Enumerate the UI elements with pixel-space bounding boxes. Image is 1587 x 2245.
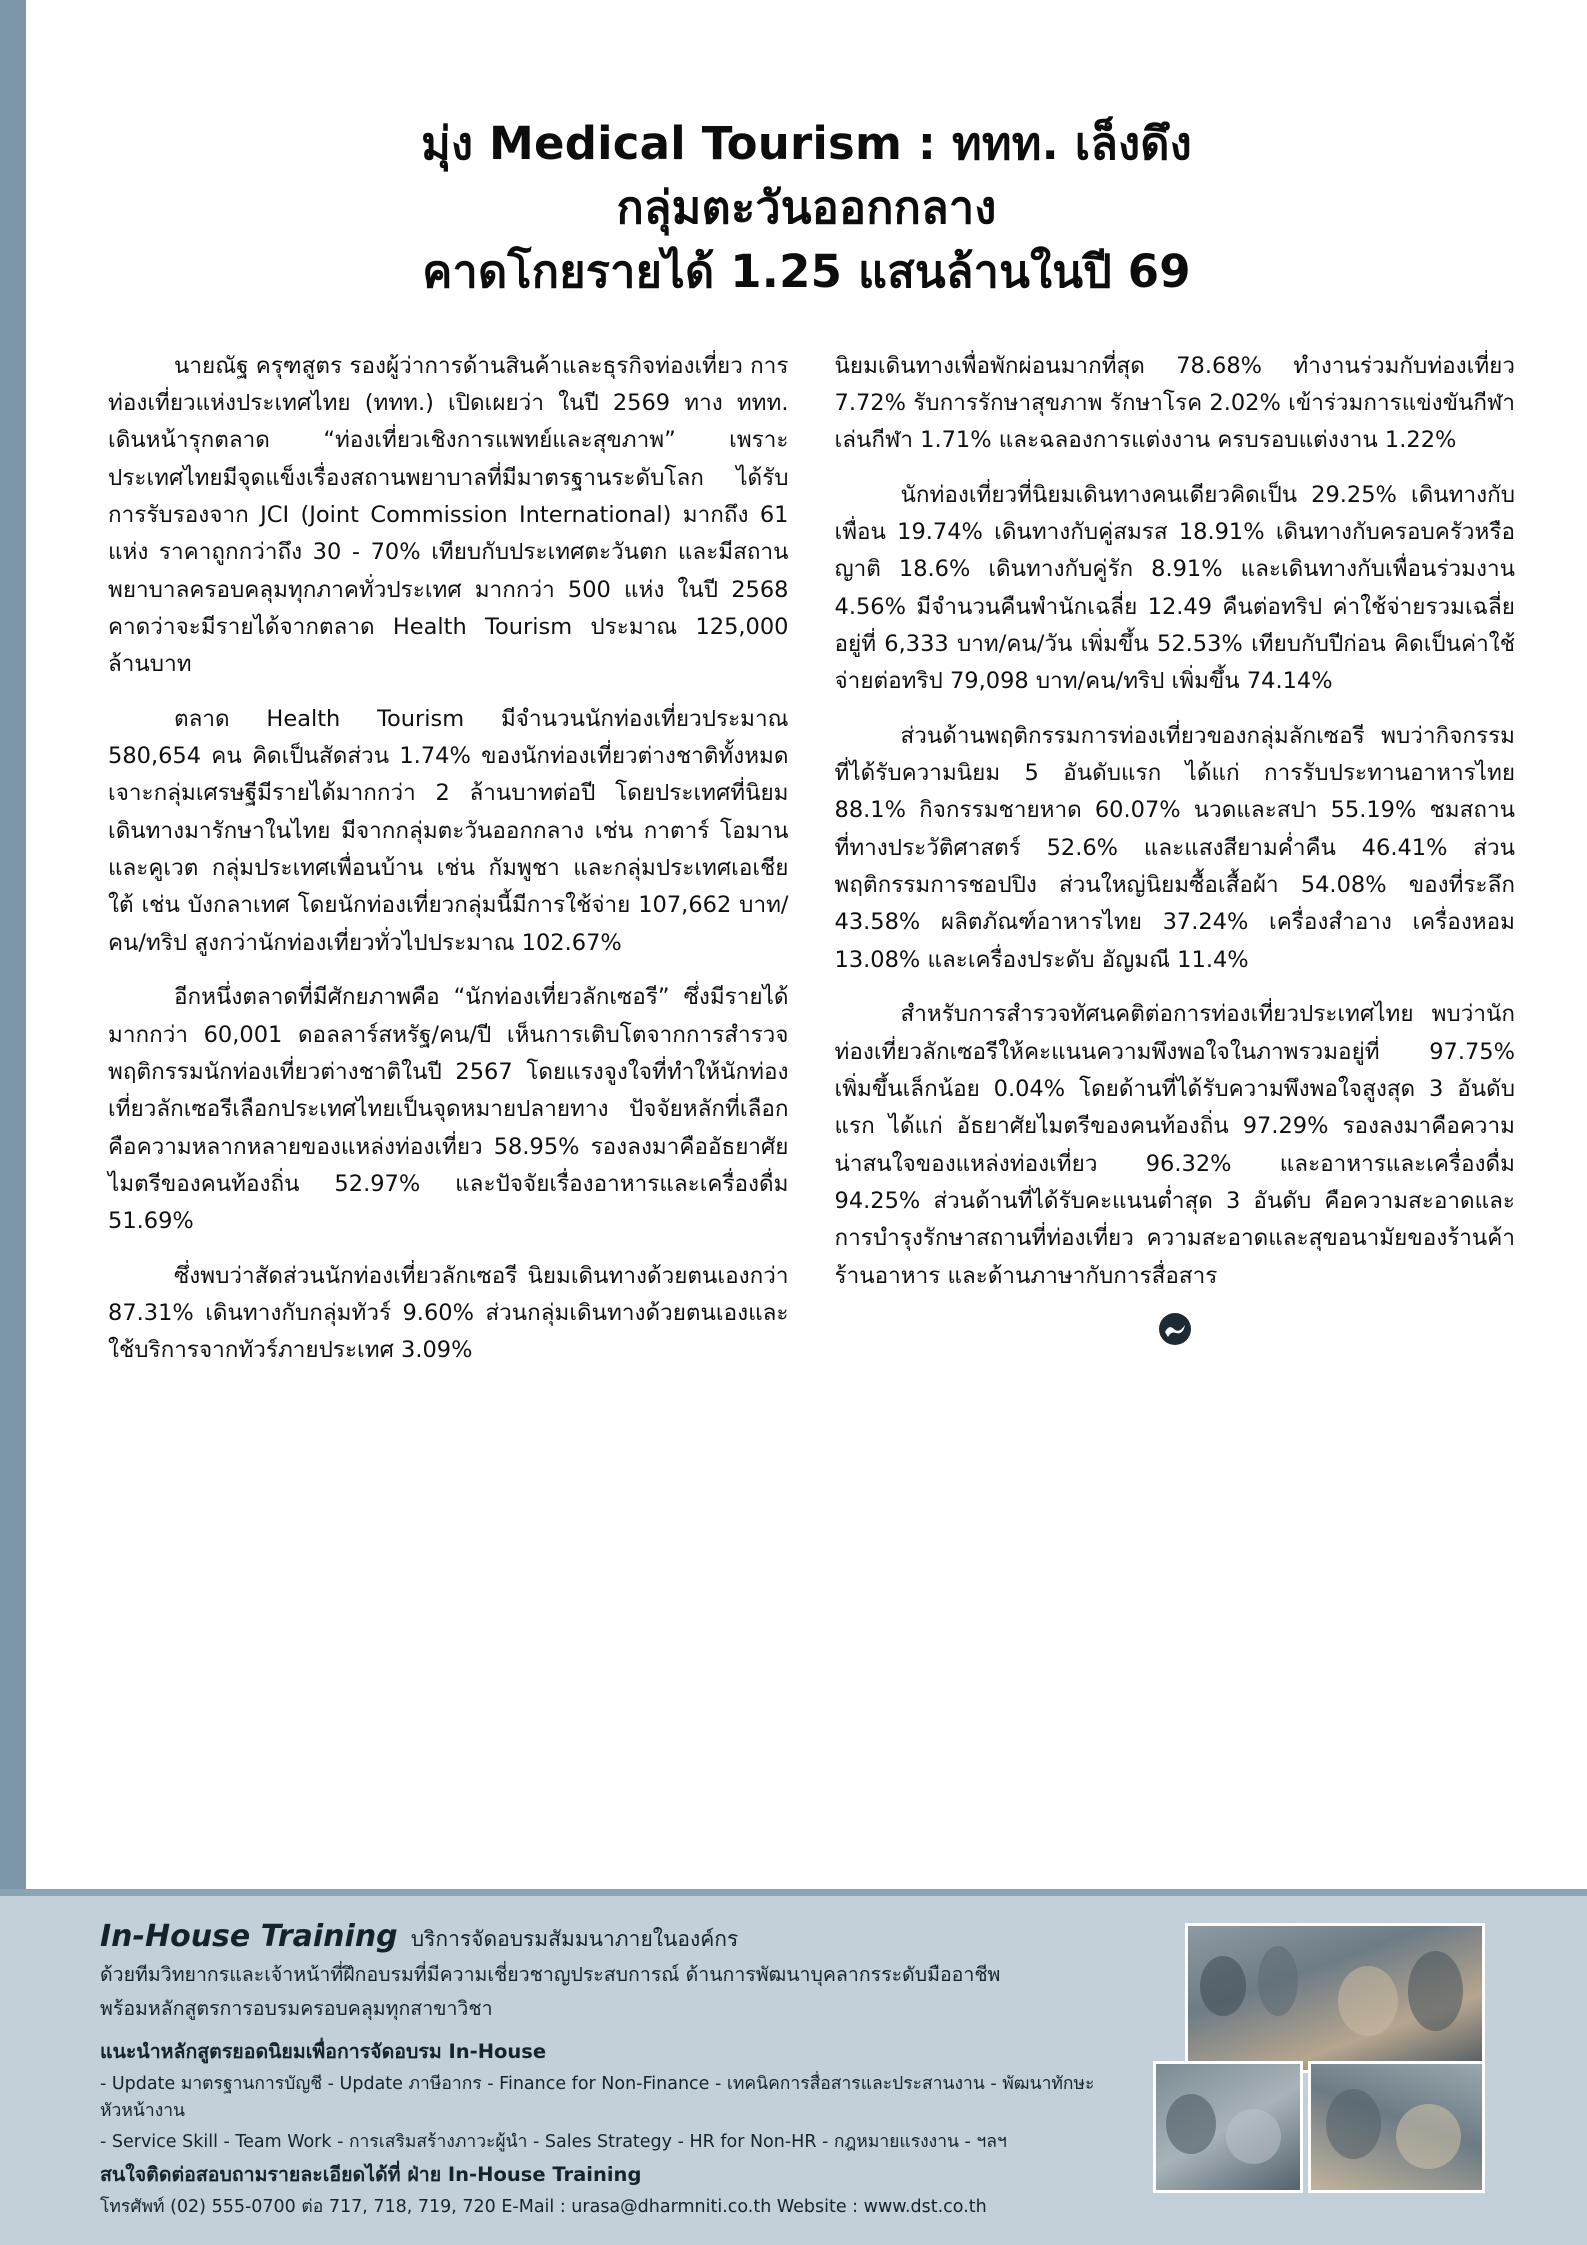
footer-photo-gallery [1153,1923,1483,2193]
paragraph: ตลาด Health Tourism มีจำนวนนักท่องเที่ยวประมาณ 580,654 คน คิดเป็นสัดส่วน 1.74% ของนักท่องเที่ยวต่างชาติทั้งหมด เจาะกลุ่มเศรษฐีมีรายได้มากกว่า 2 ล้านบาทต่อปี โดยประเทศที่นิยมเดินทางมารักษาในไทย มีจากกลุ่มตะวันออกกลาง เช่น กาตาร์ โอมาน และคูเวต กลุ่มประเทศเพื่อนบ้าน เช่น กัมพูชา และกลุ่มประเทศเอเชียใต้ เช่น บังกลาเทศ โดยนักท่องเที่ยวกลุ่มนี้มีการใช้จ่าย 107,662 บาท/คน/ทริป สูงกว่านักท่องเที่ยวทั่วไปประมาณ 102.67% [108,705,789,956]
paragraph: ซึ่งพบว่าสัดส่วนนักท่องเที่ยวลักเซอรี นิยมเดินทางด้วยตนเองกว่า 87.31% เดินทางกับกลุ่มทัวร์ 9.60% ส่วนกลุ่มเดินทางด้วยตนเองและใช้บริการจากทัวร์ภายประเทศ 3.09% [108,1262,789,1364]
paragraph: นิยมเดินทางเพื่อพักผ่อนมากที่สุด 78.68% ทำงานร่วมกับท่องเที่ยว 7.72% รับการรักษาสุขภาพ รักษาโรค 2.02% เข้าร่วมการแข่งขันกีฬา เล่นกีฬา 1.71% และฉลองการแต่งงาน ครบรอบแต่งงาน 1.22% [834,352,1515,454]
paragraph: อีกหนึ่งตลาดที่มีศักยภาพคือ “นักท่องเที่ยวลักเซอรี” ซึ่งมีรายได้มากกว่า 60,001 ดอลลาร์สหรัฐ/คน/ปี เห็นการเติบโตจากการสำรวจพฤติกรรมนักท่องเที่ยวต่างชาติในปี 2567 โดยแรงจูงใจที่ทำให้นักท่องเที่ยวลักเซอรีเลือกประเทศไทยเป็นจุดหมายปลายทาง ปัจจัยหลักที่เลือกคือความหลากหลายของแหล่งท่องเที่ยว 58.95% รองลงมาคืออัธยาศัยไมตรีของคนท้องถิ่น 52.97% และปัจจัยเรื่องอาหารและเครื่องดื่ม 51.69% [108,984,789,1235]
footer-description-line-2: พร้อมหลักสูตรการอบรมครอบคลุมทุกสาขาวิชา [100,1996,493,2020]
in-house-training-promo [0,1889,1587,2245]
footer-spacer [100,2023,1120,2033]
article-column-right [835,348,1516,1387]
paragraph: นายณัฐ ครุฑสูตร รองผู้ว่าการด้านสินค้าและธุรกิจท่องเที่ยว การท่องเที่ยวแห่งประเทศไทย (ททท.) เปิดเผยว่า ในปี 2569 ทาง ททท. เดินหน้ารุกตลาด “ท่องเที่ยวเชิงการแพทย์และสุขภาพ” เพราะประเทศไทยมีจุดแข็งเรื่องสถานพยาบาลที่มีมาตรฐานระดับโลก ได้รับการรับรองจาก JCI (Joint Commission International) มากถึง 61 แห่ง ราคาถูกกว่าถึง 30 - 70% เทียบกับประเทศตะวันตก และมีสถานพยาบาลครอบคลุมทุกภาคทั่วประเทศ มากกว่า 500 แห่ง ในปี 2568 คาดว่าจะมีรายได้จากตลาด Health Tourism ประมาณ 125,000 ล้านบาท [108,352,789,678]
left-accent-bar [0,0,26,1890]
footer-title-subtitle: บริการจัดอบรมสัมมนาภายในองค์กร [410,1927,739,1951]
footer-contact-label: สนใจติดต่อสอบถามรายละเอียดได้ที่ ฝ่าย In-House Training [100,2163,642,2187]
footer-title: In-House Training [100,1919,398,1954]
headline-line-3: คาดโกยรายได้ 1.25 แสนล้านในปี 69 [422,244,1191,298]
training-photo-1 [1185,1923,1485,2073]
article-columns [26,304,1587,1387]
paragraph: นักท่องเที่ยวที่นิยมเดินทางคนเดียวคิดเป็น 29.25% เดินทางกับเพื่อน 19.74% เดินทางกับคู่สมรส 18.91% เดินทางกับครอบครัวหรือญาติ 18.6% เดินทางกับคู่รัก 8.91% และเดินทางกับเพื่อนร่วมงาน 4.56% มีจำนวนคืนพำนักเฉลี่ย 12.49 คืนต่อทริป ค่าใช้จ่ายรวมเฉลี่ยอยู่ที่ 6,333 บาท/คน/วัน เพิ่มขึ้น 52.53% เทียบกับปีก่อน คิดเป็นค่าใช้จ่ายต่อทริป 79,098 บาท/คน/ทริป เพิ่มขึ้น 74.14% [834,481,1515,695]
headline-line-2: กลุ่มตะวันออกกลาง [616,180,997,234]
paragraph: สำหรับการสำรวจทัศนคติต่อการท่องเที่ยวประเทศไทย พบว่านักท่องเที่ยวลักเซอรีให้คะแนนความพึงพอใจในภาพรวมอยู่ที่ 97.75% เพิ่มขึ้นเล็กน้อย 0.04% โดยด้านที่ได้รับความพึงพอใจสูงสุด 3 อันดับแรก ได้แก่ อัธยาศัยไมตรีของคนท้องถิ่น 97.29% รองลงมาคือความน่าสนใจของแหล่งท่องเที่ยว 96.32% และอาหารและเครื่องดื่ม 94.25% ส่วนด้านที่ได้รับคะแนนต่ำสุด 3 อันดับ คือความสะอาดและการบำรุงรักษาสถานที่ท่องเที่ยว ความสะอาดและสุขอนามัยของร้านค้า ร้านอาหาร และด้านภาษากับการสื่อสาร [834,1001,1515,1289]
end-of-article-logo [835,1312,1516,1350]
footer-text-block [100,1919,1120,2221]
footer-recommend-label: แนะนำหลักสูตรยอดนิยมเพื่อการจัดอบรม In-House [100,2040,547,2064]
headline-line-1: มุ่ง Medical Tourism : ททท. เล็งดึง [421,117,1192,170]
footer-contact-detail: โทรศัพท์ (02) 555-0700 ต่อ 717, 718, 719, 720 E-Mail : urasa@dharmniti.co.th Website : www.dst.co.th [100,2196,987,2217]
paragraph: ส่วนด้านพฤติกรรมการท่องเที่ยวของกลุ่มลักเซอรี พบว่ากิจกรรมที่ได้รับความนิยม 5 อันดับแรก ได้แก่ การรับประทานอาหารไทย 88.1% กิจกรรมชายหาด 60.07% นวดและสปา 55.19% ชมสถานที่ทางประวัติศาสตร์ 52.6% และแสงสียามค่ำคืน 46.41% ส่วนพฤติกรรมการชอปปิง ส่วนใหญ่นิยมซื้อเสื้อผ้า 54.08% ของที่ระลึก 43.58% ผลิตภัณฑ์อาหารไทย 37.24% เครื่องสำอาง เครื่องหอม 13.08% และเครื่องประดับ อัญมณี 11.4% [834,722,1515,973]
footer-course-line-2: - Service Skill - Team Work - การเสริมสร้างภาวะผู้นำ - Sales Strategy - HR for Non-HR - กฎหมายแรงงาน - ฯลฯ [100,2132,1007,2153]
page-title [26,0,1587,304]
article-column-left [108,348,789,1387]
footer-description-line-1: ด้วยทีมวิทยากรและเจ้าหน้าที่ฝึกอบรมที่มีความเชี่ยวชาญประสบการณ์ ด้านการพัฒนาบุคลากรระดับมืออาชีพ [100,1963,1001,1986]
footer-accent-line [0,1889,1587,1896]
training-photo-2 [1153,2061,1303,2193]
training-photo-3 [1308,2061,1485,2193]
footer-course-line-1: - Update มาตรฐานการบัญชี - Update ภาษีอากร - Finance for Non-Finance - เทคนิคการสื่อสารและประสานงาน - พัฒนาทักษะหัวหน้างาน [100,2073,1095,2121]
